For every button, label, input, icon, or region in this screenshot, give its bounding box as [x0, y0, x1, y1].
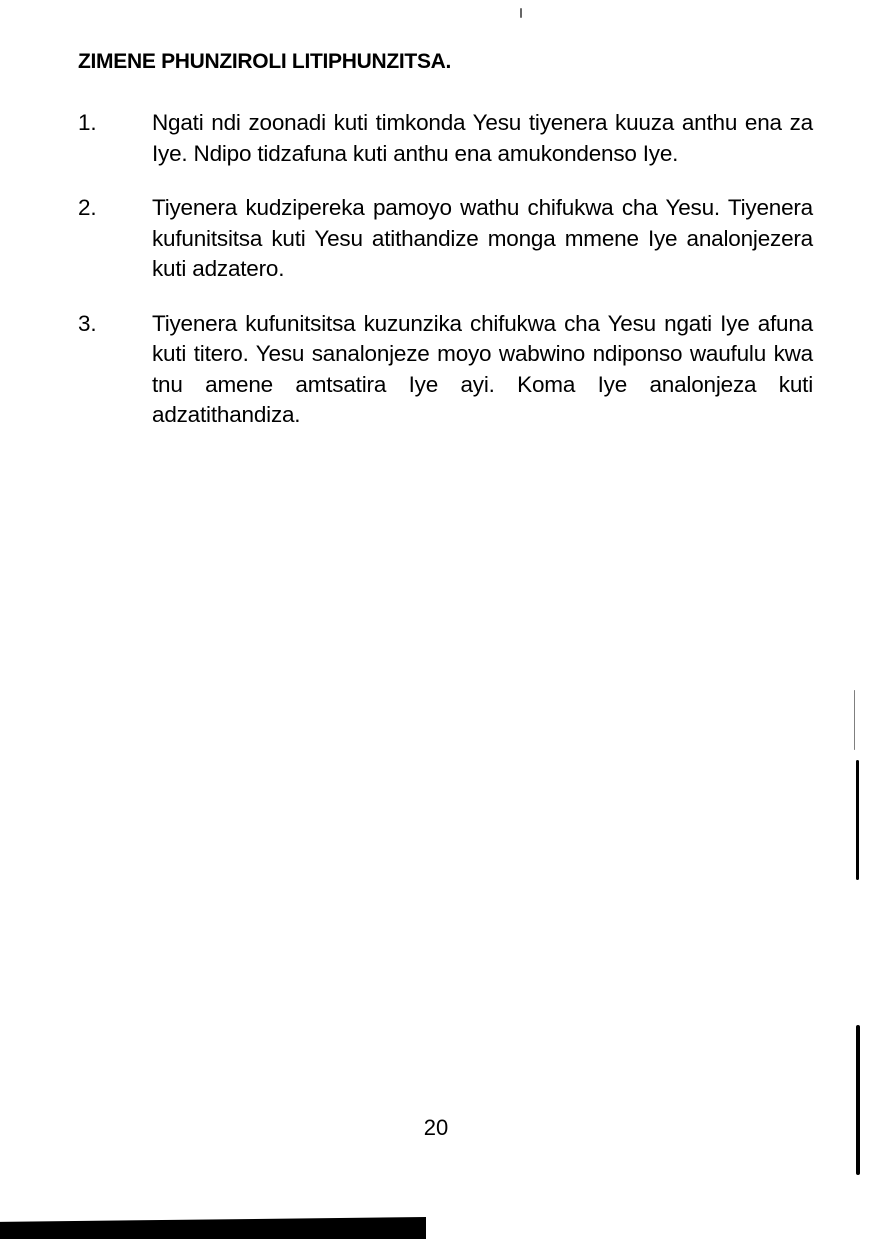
item-number: 3.: [78, 310, 97, 336]
scan-bottom-bar: [0, 1217, 426, 1239]
scan-edge-mark: [854, 690, 855, 750]
scan-speck: [520, 8, 522, 18]
scan-edge-mark: [856, 1025, 860, 1175]
lesson-list: [78, 108, 813, 455]
list-item: [78, 193, 813, 285]
item-number: 1.: [78, 110, 97, 135]
item-text: Ngati ndi zoonadi kuti timkonda Yesu tiyenera kuuza anthu ena za Iye. Ndipo tidzafuna kuti anthu ena amukondenso Iye.: [152, 110, 813, 166]
list-item: [78, 108, 813, 169]
page-number: 20: [423, 1115, 449, 1140]
page-heading: ZIMENE PHUNZIROLI LITIPHUNZITSA.: [78, 50, 452, 73]
list-item: [78, 309, 813, 431]
scan-edge-mark: [856, 760, 859, 880]
item-text: Tiyenera kudzipereka pamoyo wathu chifukwa cha Yesu. Tiyenera kufunitsitsa kuti Yesu atithandize monga mmene Iye analonjezera kuti adzatero.: [152, 195, 813, 281]
item-text: Tiyenera kufunitsitsa kuzunzika chifukwa cha Yesu ngati Iye afuna kuti titero. Yesu sanalonjeze moyo wabwino ndiponso waufulu kwa tnu amene amtsatira Iye ayi. Koma Iye analonjeza kuti adzatithandiza.: [152, 310, 813, 427]
item-number: 2.: [78, 195, 97, 220]
